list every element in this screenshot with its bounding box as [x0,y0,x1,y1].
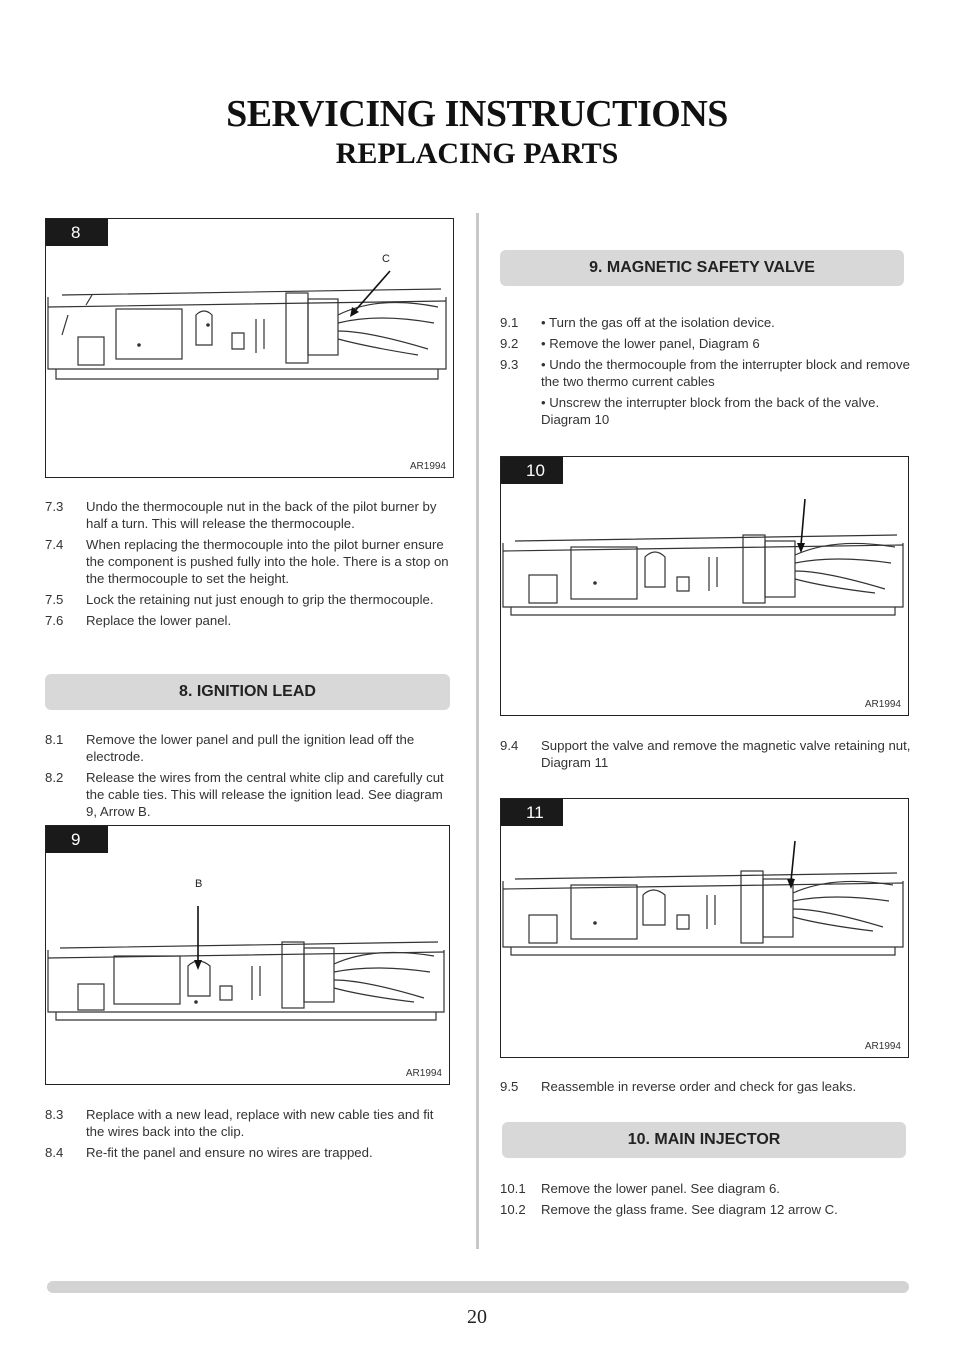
diagram-code: AR1994 [405,1068,442,1079]
diagram-number: 10 [501,457,563,484]
step-item: 10.2 Remove the glass frame. See diagram 12 arrow C. [500,1202,838,1217]
section-heading-magnetic-safety-valve: 9. MAGNETIC SAFETY VALVE [500,250,904,286]
step-item: 9.1 • Turn the gas off at the isolation device. [500,315,775,330]
diagram-9 [45,825,450,1085]
step-item: 8.1 Remove the lower panel and pull the ignition lead off the electrode. [45,732,415,764]
steps-9c [500,1078,912,1095]
steps-8b [45,1106,450,1161]
section-heading-main-injector: 10. MAIN INJECTOR [502,1122,906,1158]
steps-9b [500,737,912,771]
diagram-8 [45,218,454,478]
diagram-code: AR1994 [864,1041,901,1052]
diagram-number: 11 [501,799,563,826]
step-item: 7.6 Replace the lower panel. [45,613,232,628]
appliance-drawing [501,799,908,1057]
steps-8a [45,731,445,820]
appliance-drawing [46,219,453,477]
step-item: 7.5 Lock the retaining nut just enough to grip the thermocouple. [45,592,434,607]
footer-bar [47,1281,909,1293]
step-item: 9.4 Support the valve and remove the magnetic valve retaining nut, Diagram 11 [500,738,911,770]
steps-7 [45,498,457,629]
page-title: SERVICING INSTRUCTIONS [226,93,728,135]
step-item: 9.3 • Undo the thermocouple from the interrupter block and remove the two thermo current cables [500,357,910,389]
step-item: 8.2 Release the wires from the central white clip and carefully cut the cable ties. This will release the ignition lead. See diagram 9, Arrow B. [45,770,444,819]
step-item: 7.3 Undo the thermocouple nut in the back of the pilot burner by half a turn. This will release the thermocouple. [45,499,437,531]
step-item: 10.1 Remove the lower panel. See diagram 6. [500,1181,780,1196]
section-heading-ignition-lead: 8. IGNITION LEAD [45,674,450,710]
page-number: 20 [467,1306,487,1328]
diagram-code: AR1994 [864,699,901,710]
step-item: • Unscrew the interrupter block from the back of the valve. Diagram 10 [541,395,880,427]
step-item: 9.2 • Remove the lower panel, Diagram 6 [500,336,760,351]
step-item: 9.5 Reassemble in reverse order and check for gas leaks. [500,1079,857,1094]
step-item: 7.4 When replacing the thermocouple into the pilot burner ensure the component is pushed fully into the hole. There is a stop on the thermocouple to set the height. [45,537,449,586]
diagram-number: 9 [46,826,108,853]
column-divider [476,213,479,1249]
diagram-10 [500,456,909,716]
step-item: 8.3 Replace with a new lead, replace with new cable ties and fit the wires back into the clip. [45,1107,434,1139]
appliance-drawing [46,826,449,1084]
step-item: 8.4 Re-fit the panel and ensure no wires are trapped. [45,1145,373,1160]
appliance-drawing [501,457,908,715]
arrow-label-c: C [382,253,390,265]
diagram-number: 8 [46,219,108,246]
page-subtitle: REPLACING PARTS [335,137,619,170]
steps-9a [500,314,912,428]
diagram-11 [500,798,909,1058]
diagram-code: AR1994 [409,461,446,472]
arrow-label-b: B [195,878,203,890]
steps-10 [500,1180,912,1218]
